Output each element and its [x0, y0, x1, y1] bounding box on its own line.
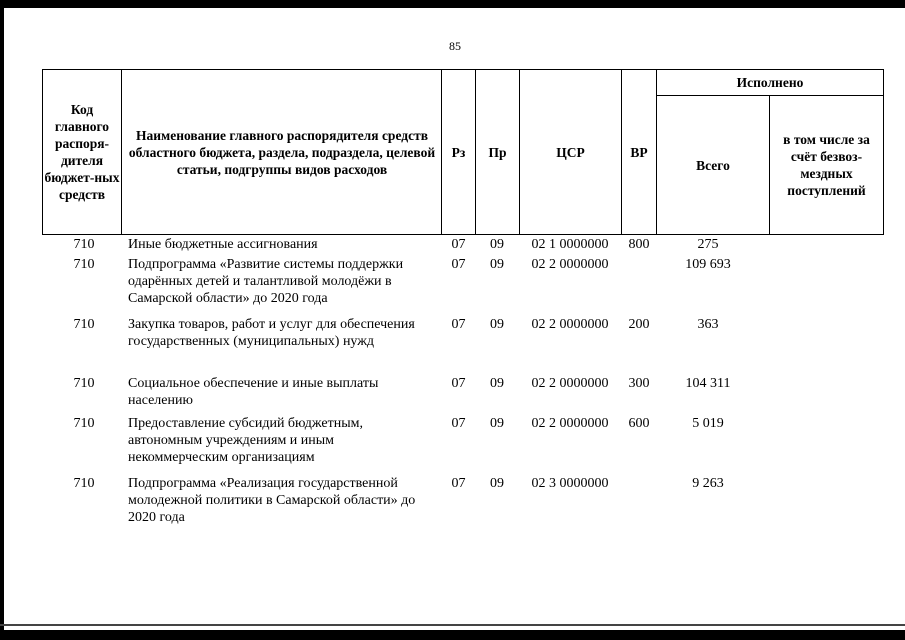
cell-pr: 09: [490, 476, 504, 491]
cell-pr: 09: [490, 317, 504, 332]
scan-border-bottom: [0, 630, 905, 640]
cell-csr: 02 2 0000000: [531, 376, 609, 391]
cell-kod: 710: [73, 416, 95, 431]
cell-csr: 02 2 0000000: [531, 257, 609, 272]
header-kod: Код главного распоря-дителя бюджет-ных средств: [44, 102, 120, 202]
header-pr: Пр: [488, 144, 507, 160]
header-total: Всего: [696, 157, 730, 173]
header-csr: ЦСР: [556, 144, 585, 160]
cell-csr: 02 2 0000000: [531, 416, 609, 431]
cell-total: 9 263: [692, 476, 724, 491]
cell-rz: 07: [451, 237, 466, 252]
cell-rz: 07: [451, 476, 466, 491]
header-vline-2: [121, 69, 122, 235]
cell-vr: 300: [628, 376, 650, 391]
scan-border-top: [0, 0, 905, 8]
header-rz: Рз: [451, 144, 466, 160]
cell-kod: 710: [73, 257, 95, 272]
cell-rz: 07: [451, 317, 466, 332]
cell-pr: 09: [490, 257, 504, 272]
page-number: 85: [449, 39, 461, 53]
cell-csr: 02 2 0000000: [531, 317, 609, 332]
cell-kod: 710: [73, 237, 95, 252]
cell-name: Подпрограмма «Реализация государственной молодежной политики в Самарской области» до 2020 года: [128, 476, 416, 525]
cell-vr: 200: [628, 317, 650, 332]
cell-name: Предоставление субсидий бюджетным, автономным учреждениям и иным некоммерческим организациям: [128, 416, 364, 465]
scan-border-bottom-thin: [0, 624, 905, 626]
cell-kod: 710: [73, 476, 95, 491]
cell-kod: 710: [73, 317, 95, 332]
header-vr: ВР: [630, 144, 648, 160]
header-ispolneno: Исполнено: [736, 75, 804, 90]
cell-total: 104 311: [685, 376, 731, 391]
cell-pr: 09: [490, 376, 504, 391]
cell-rz: 07: [451, 376, 466, 391]
header-vline-9: [883, 69, 884, 235]
cell-name: Закупка товаров, работ и услуг для обеспечения государственных (муниципальных) нужд: [128, 317, 415, 349]
header-bottom-line: [42, 234, 884, 235]
cell-csr: 02 3 0000000: [531, 476, 609, 491]
header-free: в том числе за счёт безвоз-мездных поступлений: [783, 132, 870, 198]
cell-total: 5 019: [692, 416, 724, 431]
cell-rz: 07: [451, 416, 466, 431]
cell-name: Социальное обеспечение и иные выплаты населению: [128, 376, 379, 408]
cell-pr: 09: [490, 237, 504, 252]
cell-vr: 600: [628, 416, 650, 431]
cell-vr: 800: [628, 237, 650, 252]
cell-csr: 02 1 0000000: [531, 237, 609, 252]
cell-kod: 710: [73, 376, 95, 391]
cell-name: Иные бюджетные ассигнования: [128, 237, 318, 252]
scan-border-left: [0, 0, 4, 640]
cell-rz: 07: [451, 257, 466, 272]
cell-total: 275: [697, 237, 719, 252]
cell-name: Подпрограмма «Развитие системы поддержки одарённых детей и талантливой молодёжи в Самарской области» до 2020 года: [128, 257, 404, 306]
cell-pr: 09: [490, 416, 504, 431]
cell-total: 363: [697, 317, 719, 332]
cell-total: 109 693: [685, 257, 731, 272]
header-name: Наименование главного распорядителя средств областного бюджета, раздела, подраздела, целевой статьи, подгруппы видов расходов: [128, 127, 436, 177]
